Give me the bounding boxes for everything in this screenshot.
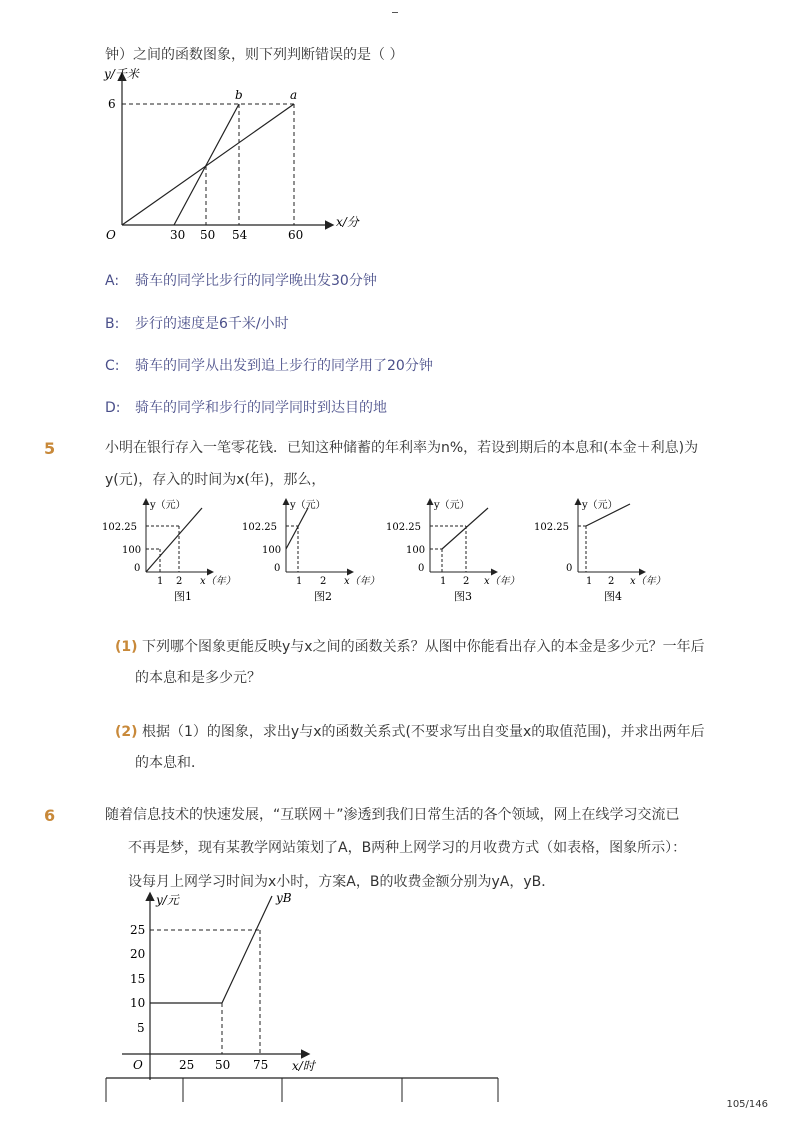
sub-question-1-cont: 的本息和是多少元？ bbox=[135, 670, 261, 686]
line-b-label: b bbox=[235, 88, 243, 102]
line-a bbox=[122, 104, 294, 225]
fig3-x1: 1 bbox=[440, 576, 447, 587]
option-d[interactable] bbox=[105, 397, 387, 417]
question-number: 5 bbox=[44, 439, 56, 458]
sub-question-2-cont: 的本息和． bbox=[135, 755, 205, 771]
top-mark bbox=[392, 12, 398, 13]
fig1-tick-102: 102.25 bbox=[102, 522, 137, 533]
fig3-ylabel: y（元） bbox=[434, 500, 470, 511]
option-text: 骑车的同学从出发到追上步行的同学用了20分钟 bbox=[135, 358, 433, 374]
y-label: y/千米 bbox=[104, 68, 139, 81]
yb-label: yB bbox=[276, 891, 292, 905]
fig2-zero: 0 bbox=[274, 563, 281, 574]
question-line: y(元)，存入的时间为x(年)，那么， bbox=[105, 472, 326, 488]
option-label: D: bbox=[105, 400, 121, 416]
option-c[interactable] bbox=[105, 355, 433, 375]
x-tick-25: 25 bbox=[179, 1058, 195, 1072]
fig3-tick-100: 100 bbox=[406, 545, 426, 556]
y-tick-5: 5 bbox=[137, 1021, 145, 1035]
line-b bbox=[174, 104, 239, 225]
question-line: 设每月上网学习时间为x小时，方案A，B的收费金额分别为yA，yB． bbox=[128, 874, 556, 890]
option-label: C: bbox=[105, 358, 120, 374]
option-text: 步行的速度是6千米/小时 bbox=[135, 316, 289, 332]
option-text: 骑车的同学比步行的同学晚出发30分钟 bbox=[135, 273, 377, 289]
y-tick-15: 15 bbox=[130, 972, 146, 986]
fig3-caption: 图3 bbox=[454, 590, 472, 603]
fig3-line bbox=[442, 508, 488, 549]
fig4-x2: 2 bbox=[608, 576, 615, 587]
fig4-caption: 图4 bbox=[604, 590, 622, 603]
fig1-line bbox=[146, 508, 202, 572]
sub-number: (1) bbox=[115, 639, 138, 655]
fig1-caption: 图1 bbox=[174, 590, 192, 603]
line-a-label: a bbox=[290, 88, 298, 102]
yb-line bbox=[150, 896, 272, 1003]
option-label: A: bbox=[105, 273, 120, 289]
fig4-zero: 0 bbox=[566, 563, 573, 574]
fig2-x2: 2 bbox=[320, 576, 327, 587]
question-line: 小明在银行存入一笔零花钱．已知这种储蓄的年利率为n%，若设到期后的本息和(本金＋利息)为 bbox=[105, 440, 699, 456]
question-stem: 钟）之间的函数图象，则下列判断错误的是（ ） bbox=[105, 47, 404, 63]
q6-graph bbox=[100, 890, 520, 1102]
fig2-tick-100: 100 bbox=[262, 545, 282, 556]
sub-number: (2) bbox=[115, 724, 138, 740]
fig3-x2: 2 bbox=[463, 576, 470, 587]
sub-question-2 bbox=[115, 722, 735, 742]
y-tick-25: 25 bbox=[130, 923, 146, 937]
x-label: x/分 bbox=[336, 215, 359, 229]
sub-text: 下列哪个图象更能反映y与x之间的函数关系？从图中你能看出存入的本金是多少元？一年后 bbox=[142, 639, 705, 655]
table-top bbox=[106, 1078, 498, 1102]
question-line: 随着信息技术的快速发展，“互联网＋”渗透到我们日常生活的各个领域，网上在线学习交流已 bbox=[105, 807, 680, 823]
sub-text: 根据（1）的图象，求出y与x的函数关系式(不要求写出自变量x的取值范围)，并求出两年后 bbox=[142, 724, 705, 740]
x-tick-54: 54 bbox=[232, 228, 248, 242]
fig2-caption: 图2 bbox=[314, 590, 332, 603]
y-tick-20: 20 bbox=[130, 947, 146, 961]
fig1-x2: 2 bbox=[176, 576, 183, 587]
sub-question-1 bbox=[115, 637, 735, 657]
fig3-tick-102: 102.25 bbox=[386, 522, 421, 533]
fig4-ylabel: y（元） bbox=[582, 500, 618, 511]
fig4-xlabel: x（年） bbox=[630, 576, 666, 587]
x-tick-75: 75 bbox=[253, 1058, 269, 1072]
question-line: 不再是梦，现有某教学网站策划了A，B两种上网学习的月收费方式（如表格，图象所示）： bbox=[128, 840, 687, 856]
fig4-tick-102: 102.25 bbox=[534, 522, 569, 533]
fig2-xlabel: x（年） bbox=[344, 576, 380, 587]
fig4-x1: 1 bbox=[586, 576, 593, 587]
q5-figures bbox=[100, 494, 750, 612]
origin-label: O bbox=[106, 228, 116, 242]
fig3-zero: 0 bbox=[418, 563, 425, 574]
fig1-x1: 1 bbox=[157, 576, 164, 587]
page-number: 105/146 bbox=[726, 1099, 768, 1110]
option-label: B: bbox=[105, 316, 120, 332]
option-text: 骑车的同学和步行的同学同时到达目的地 bbox=[135, 400, 387, 416]
fig2-x1: 1 bbox=[296, 576, 303, 587]
question-number: 6 bbox=[44, 806, 56, 825]
y-tick-10: 10 bbox=[130, 996, 146, 1010]
fig2-line bbox=[286, 508, 308, 549]
figure-1 bbox=[102, 499, 236, 603]
fig1-tick-100: 100 bbox=[122, 545, 142, 556]
origin-label: O bbox=[133, 1058, 143, 1072]
y-label: y/元 bbox=[156, 893, 179, 907]
fig2-tick-102: 102.25 bbox=[242, 522, 277, 533]
x-tick-50: 50 bbox=[215, 1058, 231, 1072]
y-tick-6: 6 bbox=[108, 97, 116, 111]
option-a[interactable] bbox=[105, 270, 377, 290]
figure-4 bbox=[534, 499, 666, 603]
figure-3 bbox=[386, 499, 520, 603]
fig3-xlabel: x（年） bbox=[484, 576, 520, 587]
x-tick-50: 50 bbox=[200, 228, 216, 242]
x-tick-60: 60 bbox=[288, 228, 304, 242]
fig2-ylabel: y（元） bbox=[290, 500, 326, 511]
fig1-xlabel: x（年） bbox=[200, 576, 236, 587]
fig1-zero: 0 bbox=[134, 563, 141, 574]
fig1-ylabel: y（元） bbox=[150, 500, 186, 511]
figure-2 bbox=[242, 499, 380, 603]
option-b[interactable] bbox=[105, 313, 289, 333]
q4-graph bbox=[100, 68, 370, 248]
x-label: x/时 bbox=[292, 1059, 315, 1073]
x-tick-30: 30 bbox=[170, 228, 186, 242]
